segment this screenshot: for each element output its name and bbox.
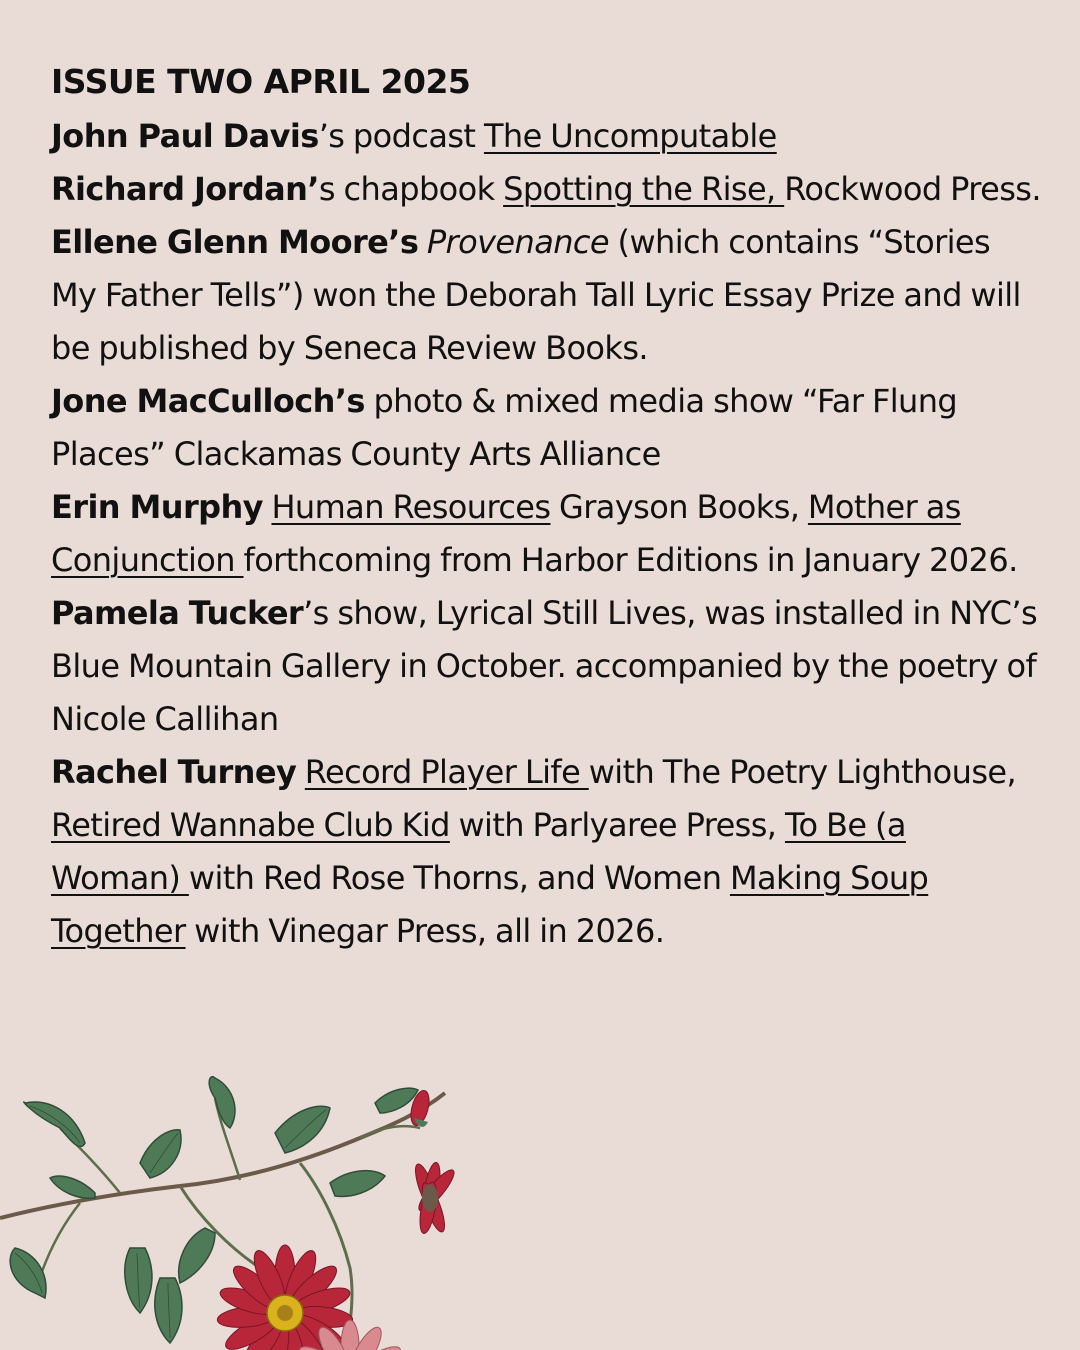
entry-rachel-turney bbox=[51, 746, 1041, 958]
entry-text bbox=[296, 753, 305, 791]
chapbook-link[interactable]: Spotting the Rise, bbox=[503, 170, 785, 208]
book-link-to-be-a-woman[interactable]: To Be (a Woman) bbox=[51, 806, 906, 897]
entry-text: ’s show, Lyrical Still Lives, was installed in NYC’s Blue Mountain Gallery in October. accompanied by the poetry of Nicole Callihan bbox=[51, 594, 1038, 738]
entry-erin-murphy bbox=[51, 481, 1041, 587]
entry-text: s chapbook bbox=[318, 170, 504, 208]
entry-jone-macculloch bbox=[51, 375, 1041, 481]
author-name: Ellene Glenn Moore’s bbox=[51, 223, 419, 261]
author-name: Erin Murphy bbox=[51, 488, 263, 526]
entry-text bbox=[418, 223, 427, 261]
book-title: Provenance bbox=[426, 223, 609, 261]
entry-john-paul-davis bbox=[51, 110, 1041, 163]
entry-text: with Parlyaree Press, bbox=[449, 806, 785, 844]
entry-ellene-glenn-moore bbox=[51, 216, 1041, 375]
author-name: Rachel Turney bbox=[51, 753, 297, 791]
entry-text: forthcoming from Harbor Editions in January 2026. bbox=[243, 541, 1018, 579]
podcast-link[interactable]: The Uncomputable bbox=[483, 117, 777, 155]
entry-text: photo & mixed media show “Far Flung Places” Clackamas County Arts Alliance bbox=[51, 382, 958, 473]
book-link-mother-as-conjunction[interactable]: Mother as Conjunction bbox=[51, 488, 961, 579]
author-name: John Paul Davis bbox=[51, 117, 319, 155]
author-name: Richard Jordan’ bbox=[51, 170, 319, 208]
author-name: Jone MacCulloch’s bbox=[51, 382, 365, 420]
issue-heading: ISSUE TWO APRIL 2025 bbox=[51, 62, 471, 101]
book-link-retired-wannabe-club-kid[interactable]: Retired Wannabe Club Kid bbox=[51, 806, 450, 844]
flower-illustration-icon bbox=[0, 1068, 470, 1350]
entry-text: with The Poetry Lighthouse, bbox=[588, 753, 1017, 791]
book-link-record-player-life[interactable]: Record Player Life bbox=[304, 753, 589, 791]
entry-text: (which contains “Stories My Father Tells”) won the Deborah Tall Lyric Essay Prize and will be published by Seneca Review Books. bbox=[51, 223, 1021, 367]
entry-pamela-tucker bbox=[51, 587, 1041, 746]
entry-text: Grayson Books, bbox=[550, 488, 808, 526]
newsletter-content bbox=[51, 58, 1041, 958]
entry-text: Rockwood Press. bbox=[784, 170, 1041, 208]
entry-text: with Vinegar Press, all in 2026. bbox=[185, 912, 665, 950]
author-name: Pamela Tucker bbox=[51, 594, 304, 632]
book-link-human-resources[interactable]: Human Resources bbox=[271, 488, 551, 526]
entry-text: ’s podcast bbox=[318, 117, 484, 155]
book-link-making-soup-together[interactable]: Making Soup Together bbox=[51, 859, 929, 950]
entry-richard-jordan bbox=[51, 163, 1041, 216]
entry-text: with Red Rose Thorns, and Women bbox=[188, 859, 730, 897]
side-flower bbox=[411, 1161, 458, 1234]
